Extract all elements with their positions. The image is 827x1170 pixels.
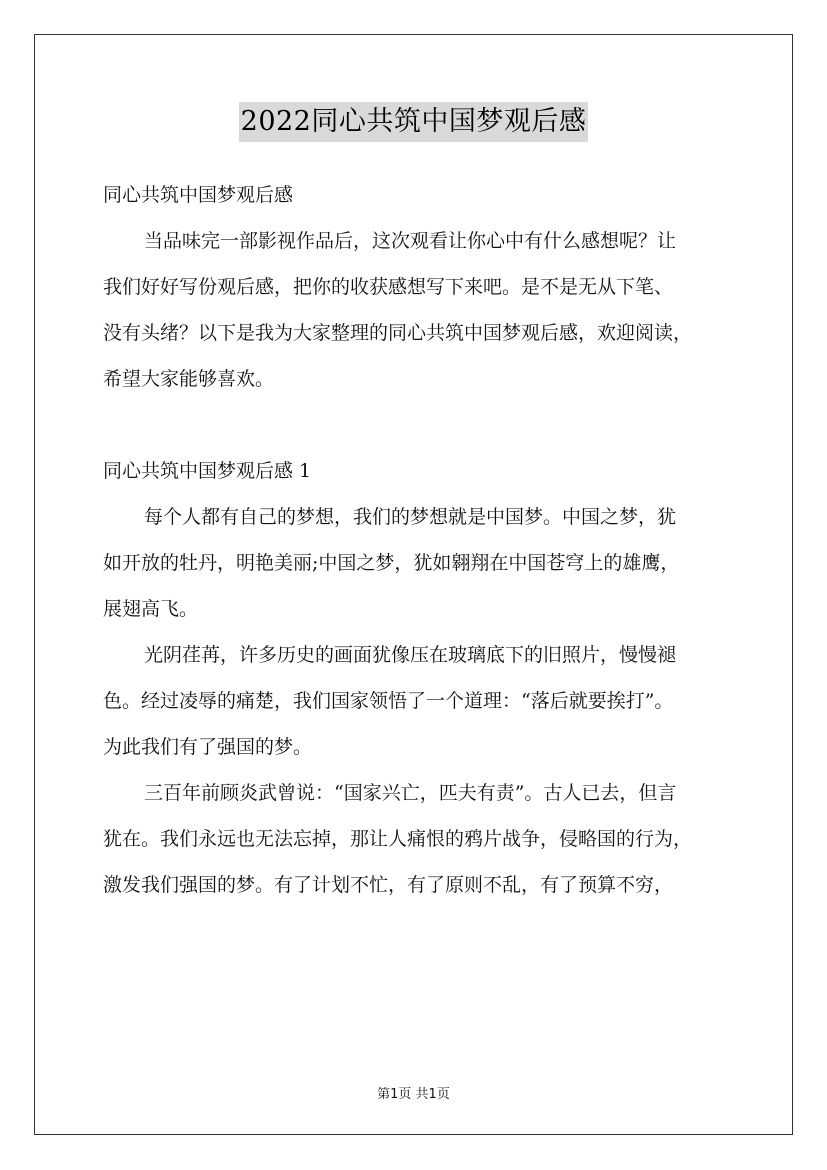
document-title: 2022同心共筑中国梦观后感 [239,102,589,142]
section-heading: 同心共筑中国梦观后感 [103,184,294,206]
section-heading: 同心共筑中国梦观后感 1 [103,460,312,482]
paragraph-line: 展翅高飞。 [103,598,199,620]
paragraph-line: 犹在。我们永远也无法忘掉，那让人痛恨的鸦片战争，侵略国的行为， [103,828,693,850]
paragraph-line: 激发我们强国的梦。有了计划不忙，有了原则不乱，有了预算不穷， [103,874,674,896]
blank-line [103,402,731,448]
paragraph-line: 色。经过凌辱的痛楚，我们国家领悟了一个道理：“落后就要挨打”。 [103,690,674,712]
paragraph-line: 没有头绪？以下是我为大家整理的同心共筑中国梦观后感，欢迎阅读， [103,322,693,344]
paragraph-line: 光阴荏苒，许多历史的画面犹像压在玻璃底下的旧照片，慢慢褪 [144,644,677,666]
page-footer: 第1页 共1页 [377,1087,450,1102]
paragraph-line: 为此我们有了强国的梦。 [103,736,313,758]
paragraph-line: 我们好好写份观后感，把你的收获感想写下来吧。是不是无从下笔、 [103,276,674,298]
paragraph-line: 三百年前顾炎武曾说：“国家兴亡，匹夫有责”。古人已去，但言 [144,782,677,804]
paragraph-line: 每个人都有自己的梦想，我们的梦想就是中国梦。中国之梦，犹 [144,506,677,528]
title-container [0,102,827,142]
paragraph-line: 当品味完一部影视作品后，这次观看让你心中有什么感想呢？让 [144,230,677,252]
document-body [103,172,731,908]
paragraph-line: 如开放的牡丹，明艳美丽;中国之梦，犹如翱翔在中国苍穹上的雄鹰， [103,552,680,574]
paragraph-line: 希望大家能够喜欢。 [103,368,275,390]
